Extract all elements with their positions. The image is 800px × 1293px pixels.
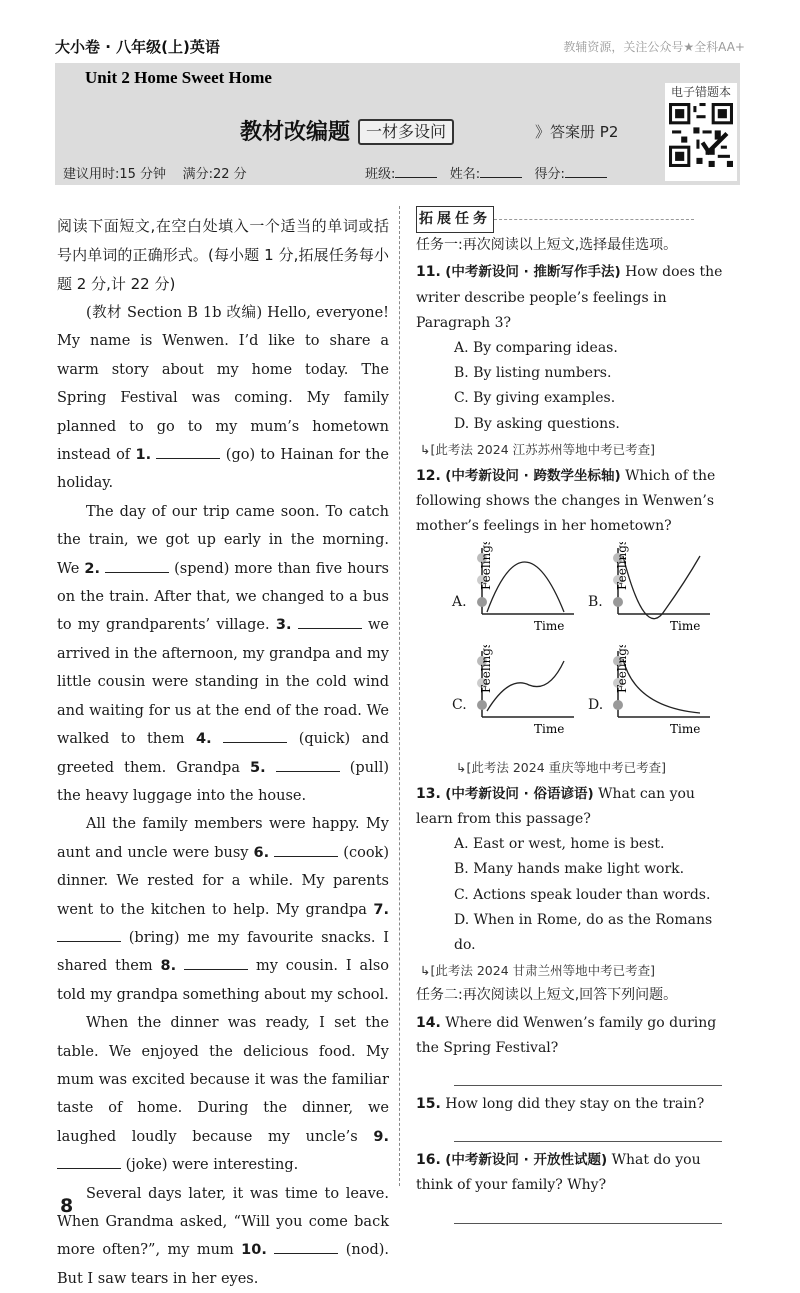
blank-9[interactable] xyxy=(57,1156,121,1169)
graph-option-a[interactable]: A. Feelings Time xyxy=(454,542,584,642)
graph-d-chart xyxy=(590,645,720,745)
qr-code-panel[interactable] xyxy=(665,83,737,181)
class-field[interactable] xyxy=(395,167,437,178)
name-field[interactable] xyxy=(480,167,522,178)
graph-c-ylabel: Feelings xyxy=(479,644,493,693)
page-title: 教材改编题 xyxy=(240,120,351,145)
blank-5[interactable] xyxy=(276,759,340,772)
tasks-column xyxy=(416,206,732,1224)
option-13b[interactable]: B. Many hands make light work. xyxy=(454,861,685,878)
exam-note-11: ↳[此考法 2024 江苏苏州等地中考已考查] xyxy=(420,441,655,457)
page-number: 8 xyxy=(60,1195,74,1217)
paragraph-5: Several days later, it was time to leave. When Grandma asked, “Will you come back more often?”, my mum 10. (nod). But I saw tears in her eyes. xyxy=(57,1185,389,1287)
option-13c[interactable]: C. Actions speak louder than words. xyxy=(454,886,711,903)
exam-note-13: ↳[此考法 2024 甘肃兰州等地中考已考查] xyxy=(420,963,655,979)
option-13a[interactable]: A. East or west, home is best. xyxy=(454,836,665,853)
book-title: 大小卷 · 八年级(上)英语 xyxy=(55,38,220,56)
graph-a-xlabel: Time xyxy=(534,618,565,633)
graph-options xyxy=(454,540,732,755)
paragraph-1: (教材 Section B 1b 改编) Hello, everyone! My name is Wenwen. I’d like to share a warm story about my home today. The Spring Festival was coming. My family planned to go to my mum’s hometown instead of 1. (go) to Hainan for the holiday. xyxy=(57,305,389,492)
suggested-time: 建议用时:15 分钟 xyxy=(63,167,167,182)
option-13d[interactable]: D. When in Rome, do as the Romans do. xyxy=(454,911,713,954)
answer-line-14[interactable] xyxy=(454,1061,722,1086)
graph-d-ylabel: Feelings xyxy=(615,644,629,693)
unit-title: Unit 2 Home Sweet Home xyxy=(85,68,272,87)
question-14: 14. Where did Wenwen’s family go during the Spring Festival? xyxy=(416,1014,717,1056)
graph-b-chart xyxy=(590,542,720,642)
instruction: 阅读下面短文,在空白处填入一个适当的单词或括号内单词的正确形式。(每小题 1 分,拓展任务每小题 2 分,计 22 分) xyxy=(57,217,389,293)
answer-line-15[interactable] xyxy=(454,1117,722,1142)
option-11d[interactable]: D. By asking questions. xyxy=(454,415,620,432)
info-row xyxy=(63,163,663,182)
paragraph-2: The day of our trip came soon. To catch the train, we got up early in the morning. We 2. (spend) more than five hours on the train. After that, we changed to a bus to my grandparents’ village. 3. we arrived in the afternoon, my grandpa and my little cousin were standing in the cold wind and waiting for us at the end of the road. We walked to them 4. (quick) and greeted them. Grandpa 5. (pull) the heavy luggage into the house. xyxy=(57,503,389,804)
blank-1[interactable] xyxy=(156,446,220,459)
option-11b[interactable]: B. By listing numbers. xyxy=(454,365,612,382)
blank-8[interactable] xyxy=(184,957,248,970)
question-12: 12. (中考新设问 · 跨数学坐标轴) Which of the following shows the changes in Wenwen’s mother’s feelings in her hometown? xyxy=(416,468,716,535)
paragraph-4: When the dinner was ready, I set the table. We enjoyed the delicious food. My mum was excited because it was the familiar taste of home. During the dinner, we laughed loudly because my uncle’s 9. (joke) were interesting. xyxy=(57,1015,389,1174)
qr-label: 电子错题本 xyxy=(670,85,731,99)
blank-7[interactable] xyxy=(57,929,121,942)
score-field[interactable] xyxy=(565,167,607,178)
subtitle-badge: 一材多设问 xyxy=(358,119,454,145)
header-panel xyxy=(55,63,740,185)
question-13: 13. (中考新设问 · 俗语谚语) What can you learn from this passage? xyxy=(416,785,695,828)
graph-d-xlabel: Time xyxy=(670,721,701,736)
tasks-badge: 拓展任务 xyxy=(416,206,494,233)
option-11a[interactable]: A. By comparing ideas. xyxy=(454,340,618,357)
full-score: 满分:22 分 xyxy=(182,167,247,182)
option-11c[interactable]: C. By giving examples. xyxy=(454,390,616,407)
graph-c-chart xyxy=(454,645,584,745)
name-label: 姓名: xyxy=(449,167,481,182)
watermark-text: 教辅资源，关注公众号★全科AA+ xyxy=(563,40,745,54)
question-15: 15. How long did they stay on the train? xyxy=(416,1096,705,1113)
passage-column xyxy=(57,212,389,1293)
graph-option-d[interactable]: D. Feelings Time xyxy=(590,645,720,745)
top-bar xyxy=(55,36,745,58)
graph-option-b[interactable]: B. Feelings Time xyxy=(590,542,720,642)
column-divider xyxy=(399,206,400,1186)
graph-b-ylabel: Feelings xyxy=(615,541,629,590)
blank-6[interactable] xyxy=(274,844,338,857)
task-2-label: 任务二:再次阅读以上短文,回答下列问题。 xyxy=(416,987,678,1004)
question-16: 16. (中考新设问 · 开放性试题) What do you think of your family? Why? xyxy=(416,1152,701,1194)
blank-3[interactable] xyxy=(298,616,362,629)
graph-a-chart xyxy=(454,542,584,642)
answer-line-16[interactable] xyxy=(454,1199,722,1224)
paragraph-3: All the family members were happy. My aunt and uncle were busy 6. (cook) dinner. We rested for a while. My parents went to the kitchen to help. My grandpa 7. (bring) me my favourite snacks. I shared them 8. my cousin. I also told my grandpa something about my school. xyxy=(57,816,389,1003)
blank-2[interactable] xyxy=(105,560,169,573)
graph-a-ylabel: Feelings xyxy=(479,541,493,590)
qr-code-icon[interactable] xyxy=(669,103,733,167)
question-11: 11. (中考新设问 · 推断写作手法) How does the writer describe people’s feelings in Paragraph 3? xyxy=(416,264,723,331)
tasks-header xyxy=(416,206,732,233)
answer-reference: 》答案册 P2 xyxy=(535,123,619,141)
exam-note-12: ↳[此考法 2024 重庆等地中考已考查] xyxy=(456,759,666,775)
task-1-label: 任务一:再次阅读以上短文,选择最佳选项。 xyxy=(416,237,678,254)
graph-option-c[interactable]: C. Feelings Time xyxy=(454,645,584,745)
blank-4[interactable] xyxy=(223,730,287,743)
class-label: 班级: xyxy=(364,167,396,182)
score-label: 得分: xyxy=(534,167,565,182)
graph-b-xlabel: Time xyxy=(670,618,701,633)
graph-c-xlabel: Time xyxy=(534,721,565,736)
